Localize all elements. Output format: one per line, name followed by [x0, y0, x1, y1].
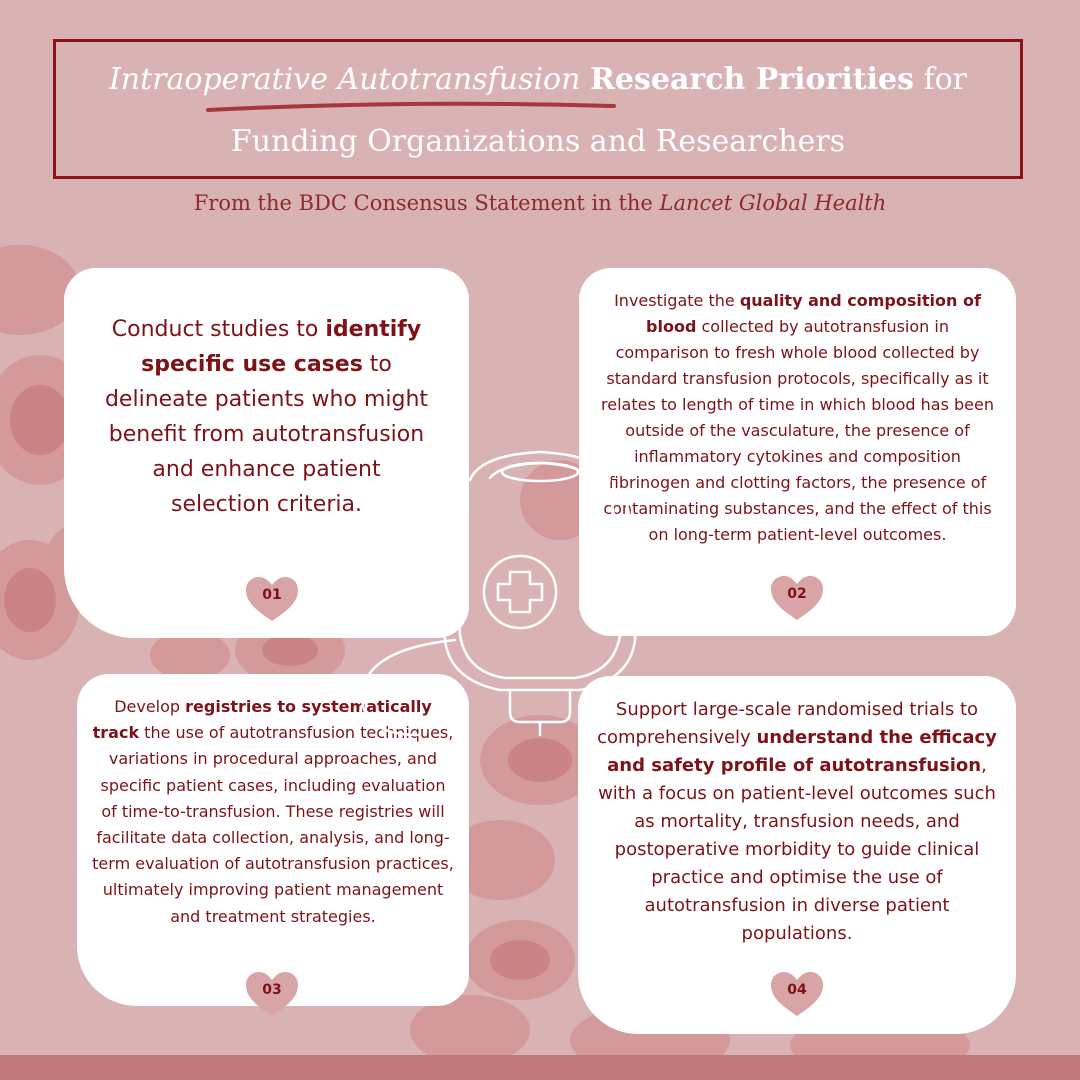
subtitle [0, 191, 1080, 215]
subtitle-prefix: From the BDC Consensus Statement in the [193, 191, 660, 215]
card-text-post: the use of autotransfusion techniques, variations in procedural approaches, and specific patient cases, including evaluation of time-to-transfusion. These registries will facilitate data collection, analysis, and long-term evaluation of autotransfusion practices, ultimately improving patient management and treatment strategies. [92, 723, 454, 926]
card-text [578, 696, 1016, 948]
title-bold: Research Priorities [590, 62, 914, 97]
title-italic: Intraoperative Autotransfusion [108, 62, 581, 97]
card-text-pre: Investigate the [614, 291, 740, 310]
subtitle-journal: Lancet Global Health [659, 191, 887, 215]
title-after: for [923, 62, 968, 97]
card-text-pre: Support large-scale randomised trials to comprehensively [597, 699, 979, 748]
card-highlight: quality and composition of blood [646, 291, 981, 336]
title-line-2: Funding Organizations and Researchers [230, 124, 846, 159]
heart-badge-icon [771, 972, 823, 1018]
card-text-pre: Conduct studies to [111, 317, 326, 342]
heart-badge-icon [246, 972, 298, 1018]
card-text-post: , with a focus on patient-level outcomes such as mortality, transfusion needs, and postoperative morbidity to guide clinical practice and optimise the use of autotransfusion in diverse patient populations. [598, 755, 996, 944]
priority-card-03 [77, 674, 469, 1006]
title-underline [206, 100, 616, 114]
card-number: 04 [787, 982, 807, 998]
card-text-pre: Develop [114, 697, 186, 716]
card-highlight: registries to systematically track [92, 697, 432, 743]
card-text [77, 694, 469, 930]
card-number: 02 [787, 586, 807, 602]
card-number: 01 [262, 587, 282, 603]
bottom-band [0, 1055, 1080, 1080]
heart-badge-icon [246, 577, 298, 623]
heart-badge-icon [771, 576, 823, 622]
card-text-post: to delineate patients who might benefit from autotransfusion and enhance patient selection criteria. [104, 352, 429, 517]
title-line-1 [56, 62, 1020, 97]
card-highlight: understand the efficacy and safety profile of autotransfusion [607, 727, 997, 776]
title-box [53, 39, 1023, 179]
card-text [579, 288, 1016, 548]
card-text [64, 312, 469, 522]
card-number: 03 [262, 982, 282, 998]
card-highlight: identify specific use cases [141, 317, 422, 377]
card-text-post: collected by autotransfusion in comparison to fresh whole blood collected by standard transfusion protocols, specifically as it relates to length of time in which blood has been outside of the vasculature, the presence of inflammatory cytokines and composition fibrinogen and clotting factors, the presence of contaminating substances, and the effect of this on long-term patient-level outcomes. [601, 317, 994, 544]
